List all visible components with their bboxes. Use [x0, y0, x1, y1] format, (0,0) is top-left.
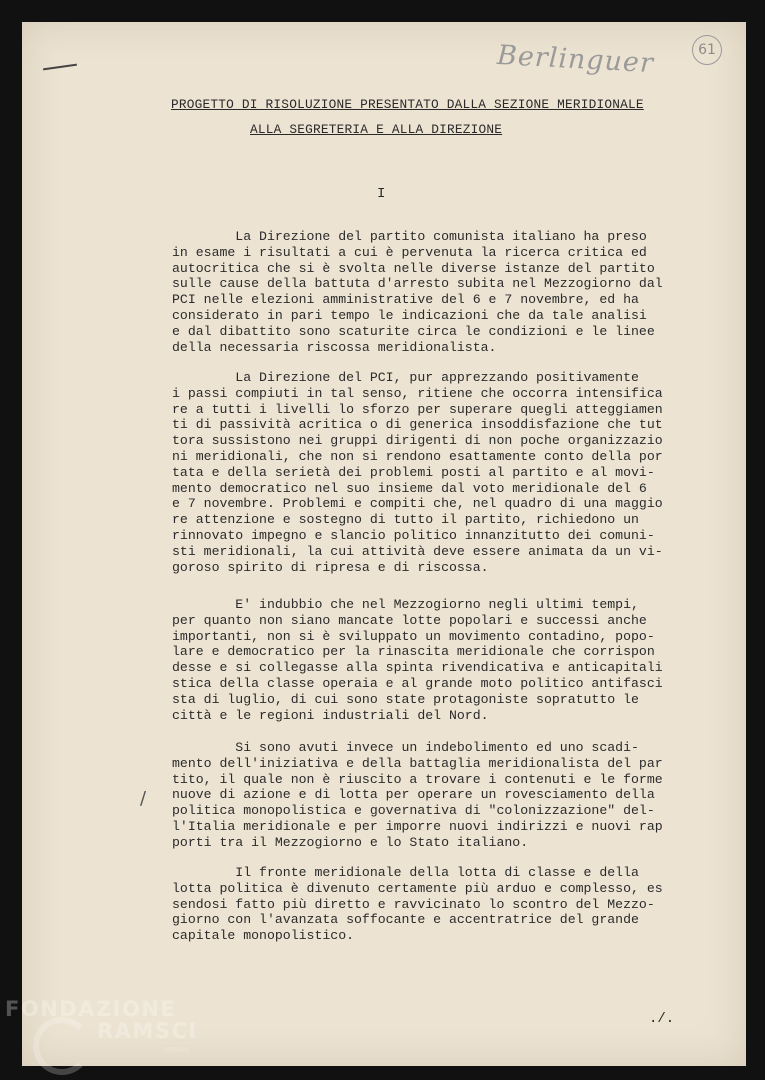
watermark-line-3: onlus	[165, 1045, 190, 1055]
paragraph-2	[172, 370, 712, 575]
paragraph-3	[172, 597, 712, 723]
text-line: considerato in pari tempo le indicazioni che da tale analisi	[172, 307, 647, 323]
continuation-mark: ./.	[649, 1011, 675, 1027]
text-line: politica monopolistica e governativa di "colonizzazione" del-	[172, 803, 655, 819]
text-line: sulle cause della battuta d'arresto subita nel Mezzogiorno dal	[172, 276, 663, 292]
text-line: tora sussistono nei gruppi dirigenti di non poche organizzazio	[172, 433, 663, 449]
paragraph-5	[172, 865, 712, 944]
text-line: i passi compiuti in tal senso, ritiene che occorra intensifica	[172, 385, 663, 401]
text-line: stica della classe operaia e al grande moto politico antifasci	[172, 675, 663, 691]
text-line: La Direzione del PCI, pur apprezzando positivamente	[172, 370, 639, 385]
text-line: desse e si collegasse alla spinta rivendicativa e anticapitali	[172, 660, 663, 676]
text-line: nuove di azione e di lotta per operare un rovesciamento della	[172, 787, 655, 803]
watermark-line-1: FONDAZIONE	[5, 997, 177, 1021]
title-line-1: PROGETTO DI RISOLUZIONE PRESENTATO DALLA SEZIONE MERIDIONALE	[171, 97, 644, 112]
text-line: re a tutti i livelli lo sforzo per superare quegli atteggiamen	[172, 401, 663, 417]
text-line: rinnovato impegno e slancio politico innanzitutto dei comuni-	[172, 527, 655, 543]
text-line: Il fronte meridionale della lotta di classe e della	[172, 865, 639, 880]
text-line: in esame i risultati a cui è pervenuta la ricerca critica ed	[172, 244, 647, 260]
text-line: città e le regioni industriali del Nord.	[172, 707, 489, 723]
text-line: della necessaria riscossa meridionalista.	[172, 339, 497, 355]
text-line: E' indubbio che nel Mezzogiorno negli ultimi tempi,	[172, 597, 639, 612]
text-line: sta di luglio, di cui sono state protagoniste sopratutto le	[172, 691, 639, 707]
margin-mark: /	[140, 788, 147, 809]
text-line: giorno con l'avanzata soffocante e accentratrice del grande	[172, 912, 639, 928]
text-line: porti tra il Mezzogiorno e lo Stato italiano.	[172, 834, 529, 850]
text-line: ti di passività acritica o di generica insoddisfazione che tut	[172, 417, 663, 433]
text-line: PCI nelle elezioni amministrative del 6 e 7 novembre, ed ha	[172, 292, 639, 308]
text-line: e 7 novembre. Problemi e compiti che, nel quadro di una maggio	[172, 496, 663, 512]
text-line: tata e della serietà dei problemi posti al partito e al movi-	[172, 464, 655, 480]
page-number-circle: 61	[692, 35, 722, 65]
text-line: l'Italia meridionale e per imporre nuovi indirizzi e nuovi rap	[172, 818, 663, 834]
text-line: re attenzione e sostegno di tutto il partito, richiedono un	[172, 512, 639, 528]
paragraph-1	[172, 229, 712, 355]
handwritten-name: Berlinguer	[496, 39, 655, 80]
text-line: sendosi fatto più diretto e ravvicinato lo scontro del Mezzo-	[172, 896, 655, 912]
text-line: goroso spirito di ripresa e di riscossa.	[172, 559, 489, 575]
text-line: ni meridionali, che non si rendono esattamente conto della por	[172, 448, 663, 464]
paragraph-4	[172, 740, 712, 851]
title-line-2: ALLA SEGRETERIA E ALLA DIREZIONE	[250, 122, 503, 137]
text-line: mento dell'iniziativa e della battaglia meridionalista del par	[172, 755, 663, 771]
text-line: e dal dibattito sono scaturite circa le condizioni e le linee	[172, 323, 655, 339]
text-line: mento democratico nel suo insieme dal voto meridionale del 6	[172, 480, 647, 496]
text-line: La Direzione del partito comunista italiano ha preso	[172, 229, 647, 244]
text-line: Si sono avuti invece un indebolimento ed uno scadi-	[172, 740, 639, 755]
text-line: autocritica che si è svolta nelle diverse istanze del partito	[172, 260, 655, 276]
section-number: I	[377, 186, 386, 202]
text-line: per quanto non siano mancate lotte popolari e successi anche	[172, 612, 647, 628]
watermark-line-2: RAMSCI	[97, 1019, 198, 1043]
text-line: lotta politica è divenuto certamente più arduo e complesso, es	[172, 880, 663, 896]
watermark-logo	[5, 997, 198, 1055]
text-line: capitale monopolistico.	[172, 928, 355, 944]
text-line: sti meridionali, la cui attività deve essere animata da un vi-	[172, 543, 663, 559]
text-line: importanti, non si è sviluppato un movimento contadino, popo-	[172, 628, 655, 644]
text-line: tito, il quale non è riuscito a trovare i contenuti e le forme	[172, 771, 663, 787]
text-line: lare e democratico per la rinascita meridionale che corrispon	[172, 644, 655, 660]
g-logo-icon	[33, 1017, 91, 1075]
